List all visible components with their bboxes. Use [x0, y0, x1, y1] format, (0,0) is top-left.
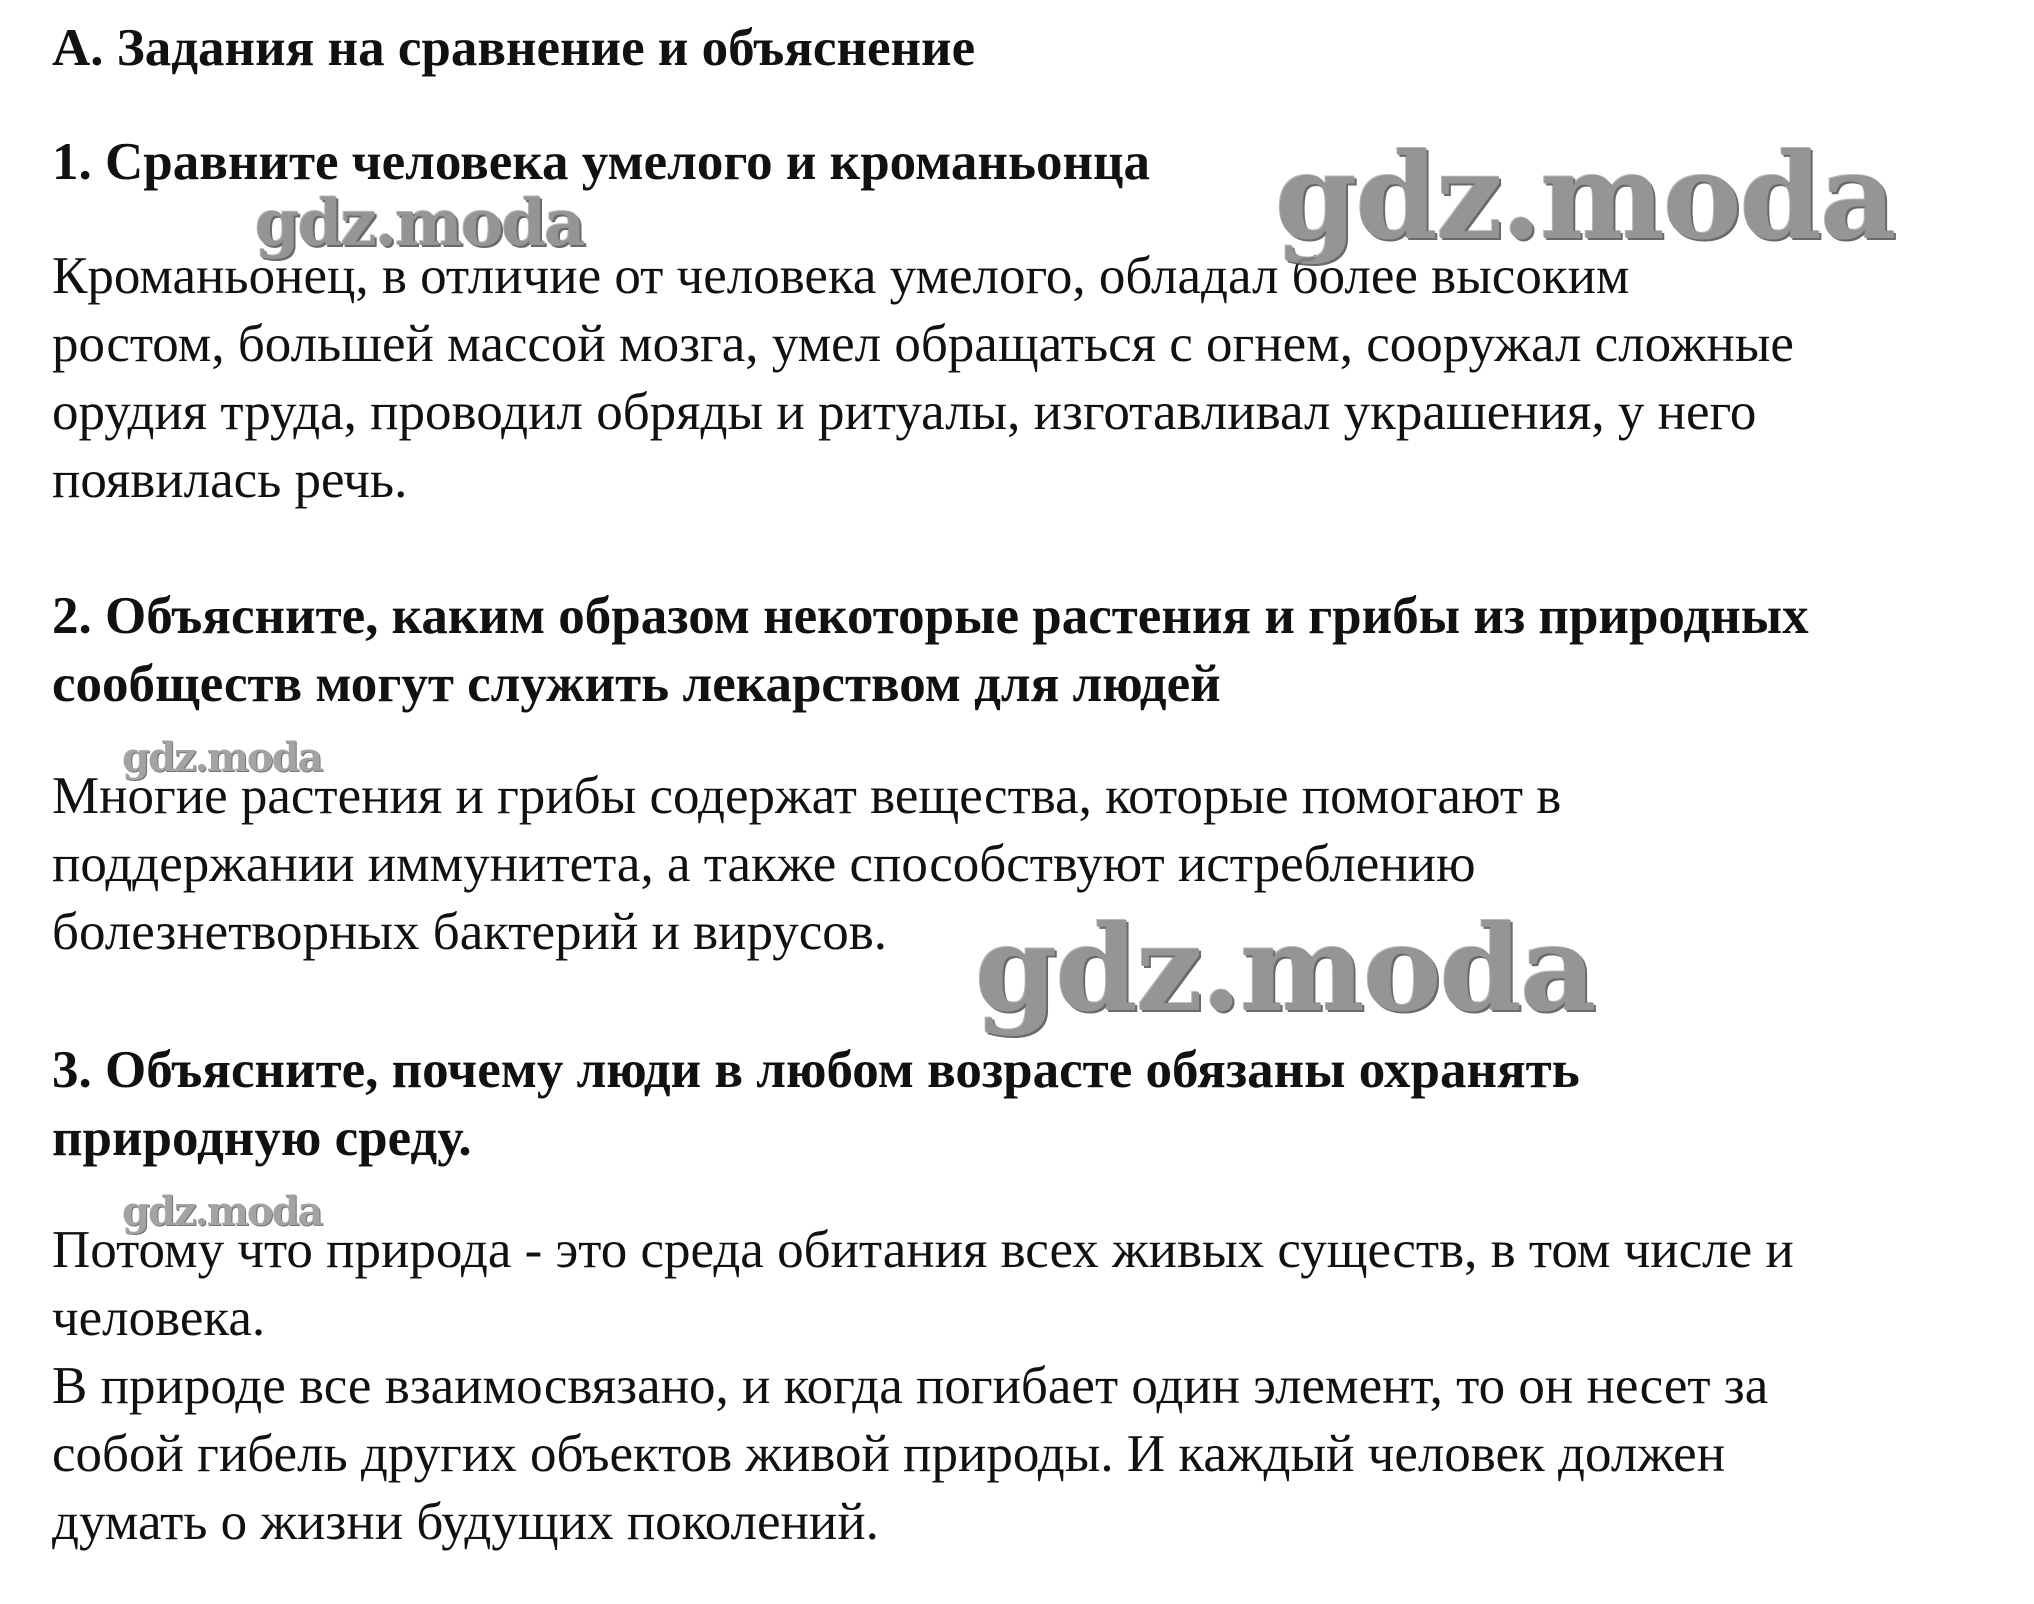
task-1-answer-line: ростом, большей массой мозга, умел обращаться с огнем, сооружал сложные	[52, 315, 1794, 373]
task-2-question-line: 2. Объясните, каким образом некоторые растения и грибы из природных	[52, 587, 1809, 645]
task-3-answer-line: думать о жизни будущих поколений.	[52, 1493, 879, 1551]
task-3-answer-line: В природе все взаимосвязано, и когда погибает один элемент, то он несет за	[52, 1357, 1769, 1415]
task-2-answer-line: Многие растения и грибы содержат вещества, которые помогают в	[52, 767, 1562, 825]
task-2-question-line: сообществ могут служить лекарством для людей	[52, 655, 1221, 713]
watermark-logo: gdz.moda	[1275, 127, 1895, 266]
task-3-answer	[52, 1216, 1794, 1556]
task-1-answer-line: орудия труда, проводил обряды и ритуалы, изготавливал украшения, у него	[52, 383, 1757, 441]
task-2-answer	[52, 762, 1561, 966]
task-2-question	[52, 582, 1809, 718]
task-3-answer-line: человека.	[52, 1289, 266, 1347]
watermark-logo: gdz.moda	[975, 899, 1595, 1038]
task-1-answer-line: Кроманьонец, в отличие от человека умелого, обладал более высоким	[52, 247, 1630, 305]
task-1-question-line: 1. Сравните человека умелого и кроманьонца	[52, 133, 1151, 191]
task-1-answer-line: появилась речь.	[52, 451, 408, 509]
task-3-answer-line: Потому что природа - это среда обитания всех живых существ, в том числе и	[52, 1221, 1794, 1279]
section-title: А. Задания на сравнение и объяснение	[52, 19, 976, 77]
watermark-logo: gdz.moda	[122, 734, 322, 781]
task-3-question-line: 3. Объясните, почему люди в любом возрасте обязаны охранять	[52, 1041, 1580, 1099]
watermark-logo: gdz.moda	[255, 186, 584, 261]
task-1-answer	[52, 242, 1794, 514]
task-3-answer-line: собой гибель других объектов живой природы. И каждый человек должен	[52, 1425, 1726, 1483]
task-3-question	[52, 1036, 1580, 1172]
task-2-answer-line: поддержании иммунитета, а также способствуют истреблению	[52, 835, 1476, 893]
task-3-question-line: природную среду.	[52, 1109, 472, 1167]
task-1-question	[52, 128, 1150, 196]
watermark-logo: gdz.moda	[122, 1188, 322, 1235]
task-2-answer-line: болезнетворных бактерий и вирусов.	[52, 903, 888, 961]
